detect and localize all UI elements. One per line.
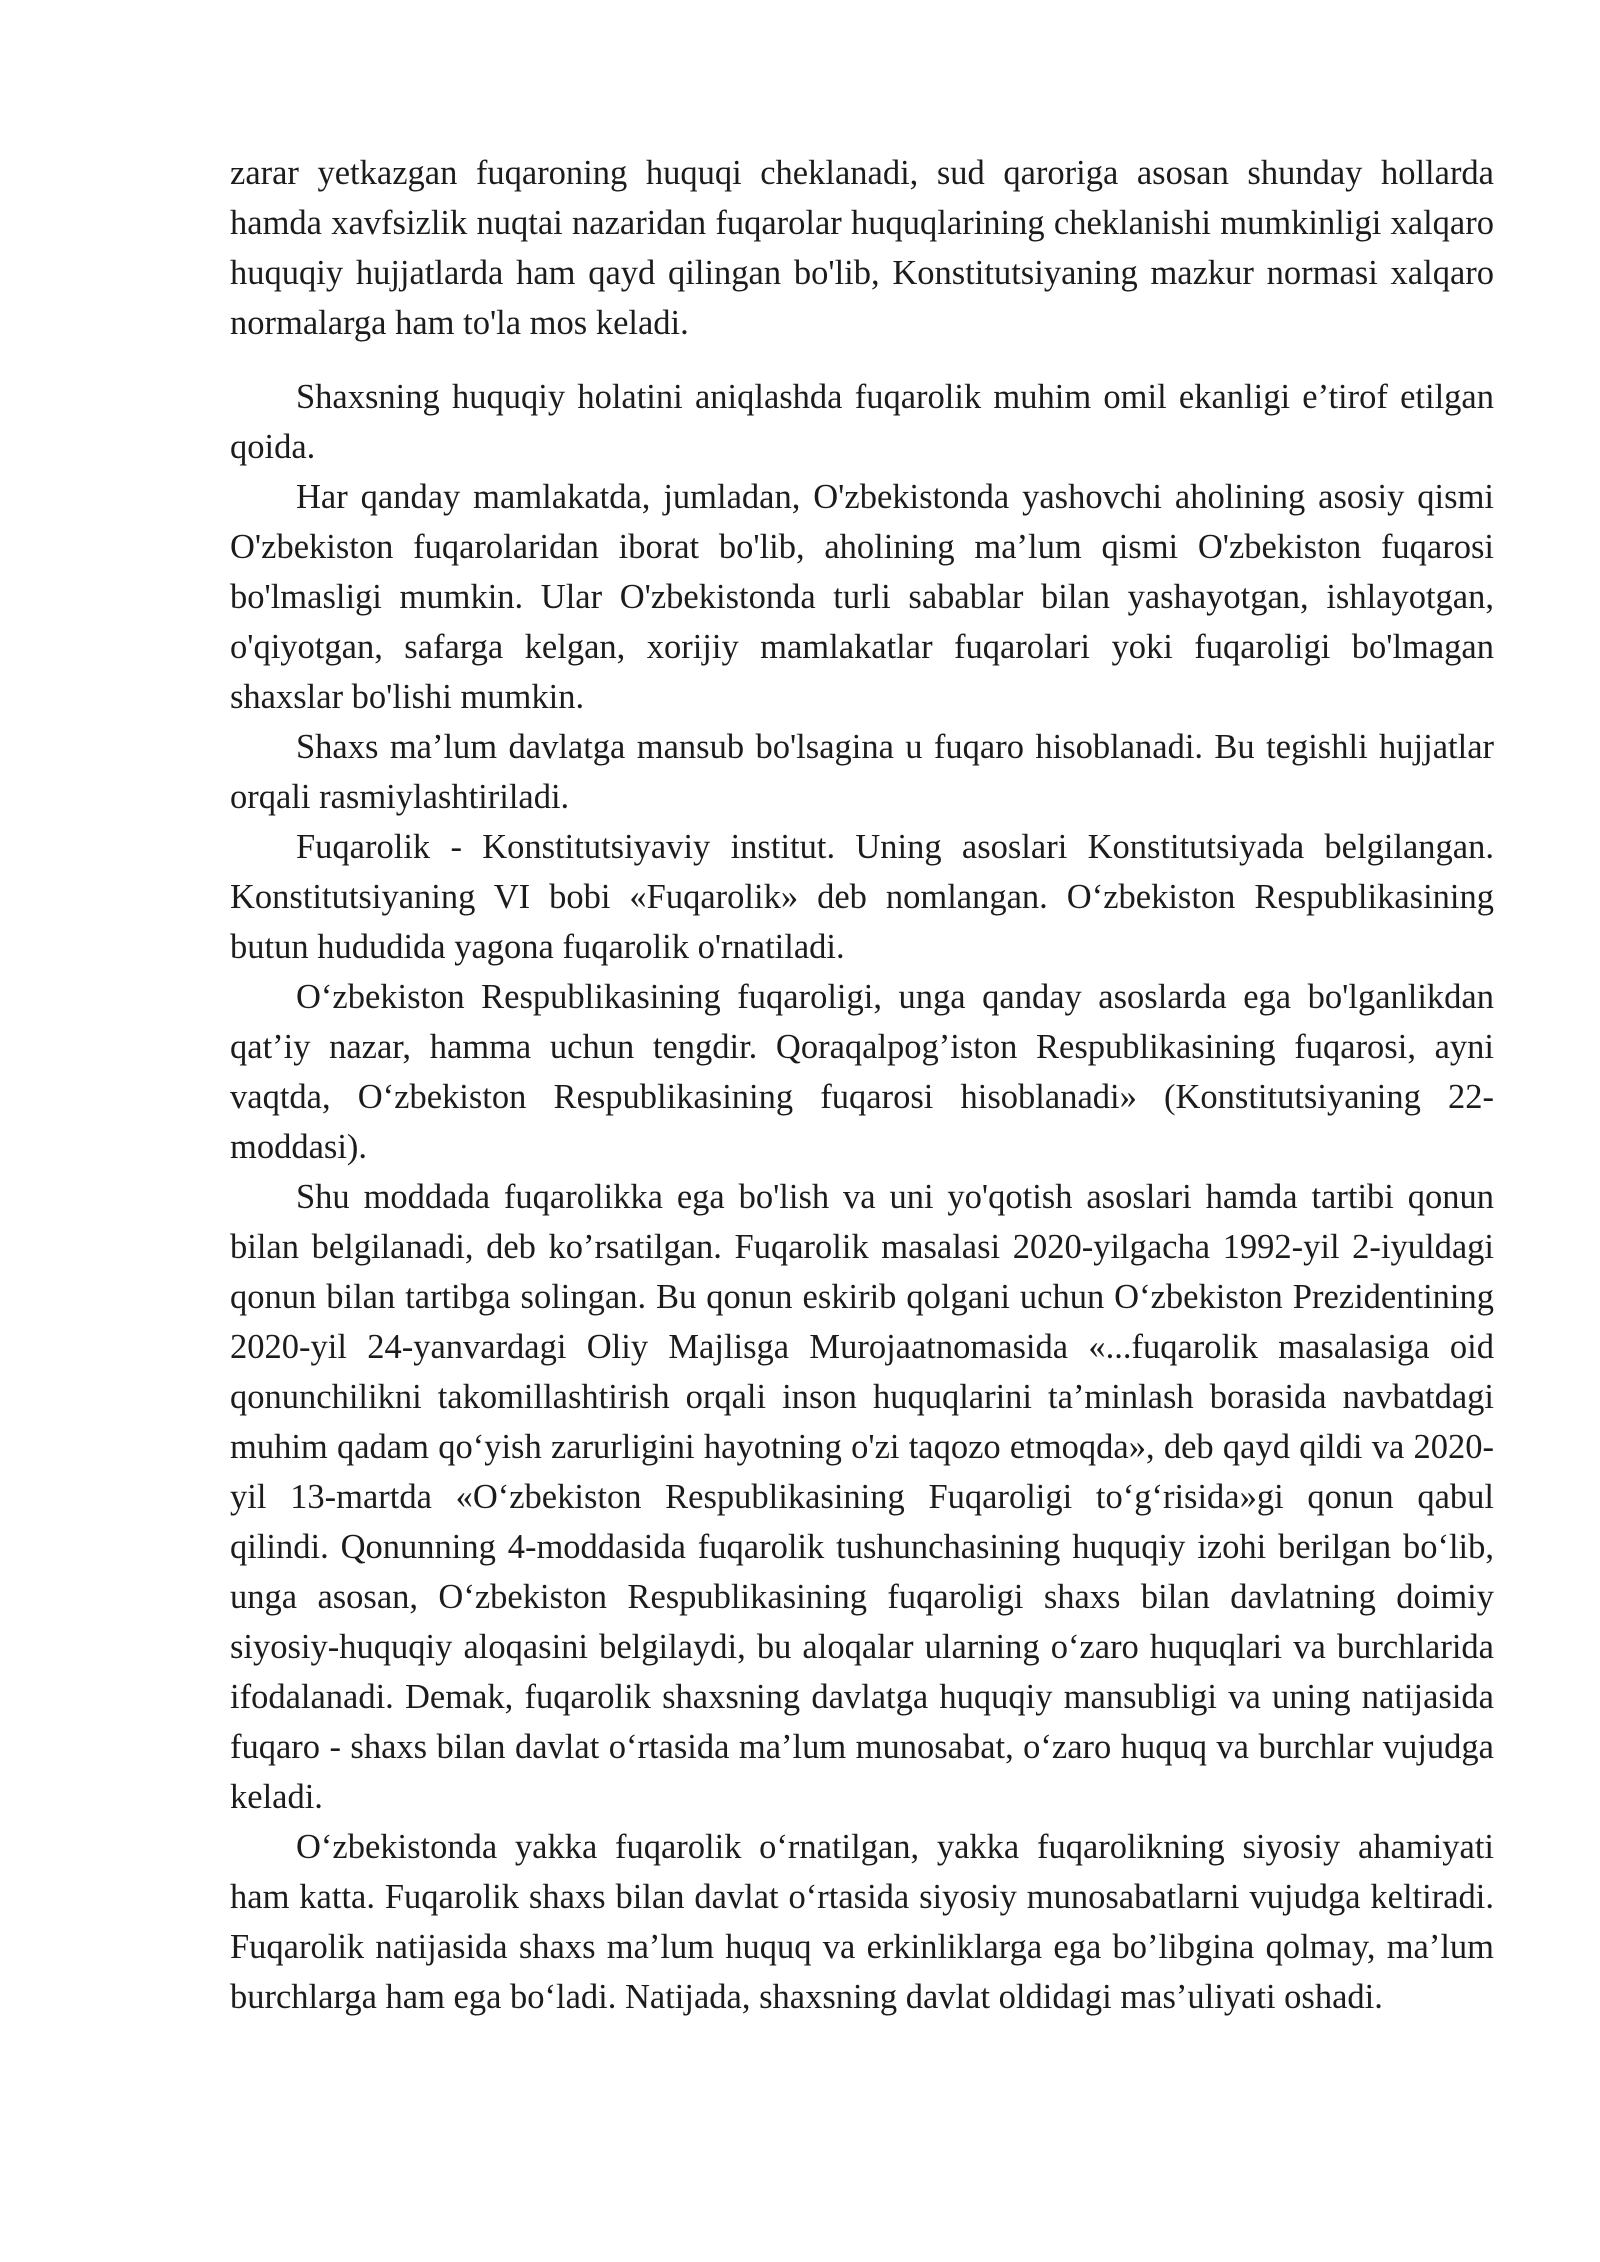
paragraph-continuation: zarar yetkazgan fuqaroning huquqi cheklanadi, sud qaroriga asosan shunday hollarda hamda xavfsizlik nuqtai nazaridan fuqarolar huquqlarining cheklanishi mumkinligi xalqaro huquqiy hujjatlarda ham qayd qilingan bo'lib, Konstitutsiyaning mazkur normasi xalqaro normalarga ham to'la mos keladi. — [230, 154, 1494, 342]
paragraph-citizenship-principle: Shaxsning huquqiy holatini aniqlashda fuqarolik muhim omil ekanligi e’tirof etilgan qoida. — [230, 378, 1494, 466]
paragraph-population: Har qanday mamlakatda, jumladan, O'zbekistonda yashovchi aholining asosiy qismi O'zbekiston fuqarolaridan iborat bo'lib, aholining ma’lum qismi O'zbekiston fuqarosi bo'lmasligi mumkin. Ular O'zbekistonda turli sabablar bilan yashayotgan, ishlayotgan, o'qiyotgan, safarga kelgan, xorijiy mamlakatlar fuqarolari yoki fuqaroligi bo'lmagan shaxslar bo'lishi mumkin. — [230, 478, 1494, 716]
document-body — [230, 148, 1494, 2022]
paragraph-state-affiliation: Shaxs ma’lum davlatga mansub bo'lsagina u fuqaro hisoblanadi. Bu tegishli hujjatlar orqali rasmiylashtiriladi. — [230, 728, 1494, 816]
paragraph-citizenship-law: Shu moddada fuqarolikka ega bo'lish va uni yo'qotish asoslari hamda tartibi qonun bilan belgilanadi, deb ko’rsatilgan. Fuqarolik masalasi 2020-yilgacha 1992-yil 2-iyuldagi qonun bilan tartibga solingan. Bu qonun eskirib qolgani uchun O‘zbekiston Prezidentining 2020-yil 24-yanvardagi Oliy Majlisga Murojaatnomasida «...fuqarolik masalasiga oid qonunchilikni takomillashtirish orqali inson huquqlarini ta’minlash borasida navbatdagi muhim qadam qo‘yish zarurligini hayotning o'zi taqozo etmoqda», deb qayd qildi va 2020-yil 13-martda «O‘zbekiston Respublikasining Fuqaroligi to‘g‘risida»gi qonun qabul qilindi. Qonunning 4-moddasida fuqarolik tushunchasining huquqiy izohi berilgan bo‘lib, unga asosan, O‘zbekiston Respublikasining fuqaroligi shaxs bilan davlatning doimiy siyosiy-huquqiy aloqasini belgilaydi, bu aloqalar ularning o‘zaro huquqlari va burchlarida ifodalanadi. Demak, fuqarolik shaxsning davlatga huquqiy mansubligi va uning natijasida fuqaro - shaxs bilan davlat o‘rtasida ma’lum munosabat, o‘zaro huquq va burchlar vujudga keladi. — [230, 1178, 1494, 1816]
paragraph-constitutional-institute: Fuqarolik - Konstitutsiyaviy institut. Uning asoslari Konstitutsiyada belgilangan. Konstitutsiyaning VI bobi «Fuqarolik» deb nomlangan. O‘zbekiston Respublikasining butun hududida yagona fuqarolik o'rnatiladi. — [230, 828, 1494, 966]
paragraph-single-citizenship: O‘zbekistonda yakka fuqarolik o‘rnatilgan, yakka fuqarolikning siyosiy ahamiyati ham katta. Fuqarolik shaxs bilan davlat o‘rtasida siyosiy munosabatlarni vujudga keltiradi. Fuqarolik natijasida shaxs ma’lum huquq va erkinliklarga ega bo’libgina qolmay, ma’lum burchlarga ham ega bo‘ladi. Natijada, shaxsning davlat oldidagi mas’uliyati oshadi. — [230, 1828, 1494, 2016]
paragraph-equal-citizenship: O‘zbekiston Respublikasining fuqaroligi, unga qanday asoslarda ega bo'lganlikdan qat’iy nazar, hamma uchun tengdir. Qoraqalpog’iston Respublikasining fuqarosi, ayni vaqtda, O‘zbekiston Respublikasining fuqarosi hisoblanadi» (Konstitutsiyaning 22-moddasi). — [230, 978, 1494, 1166]
